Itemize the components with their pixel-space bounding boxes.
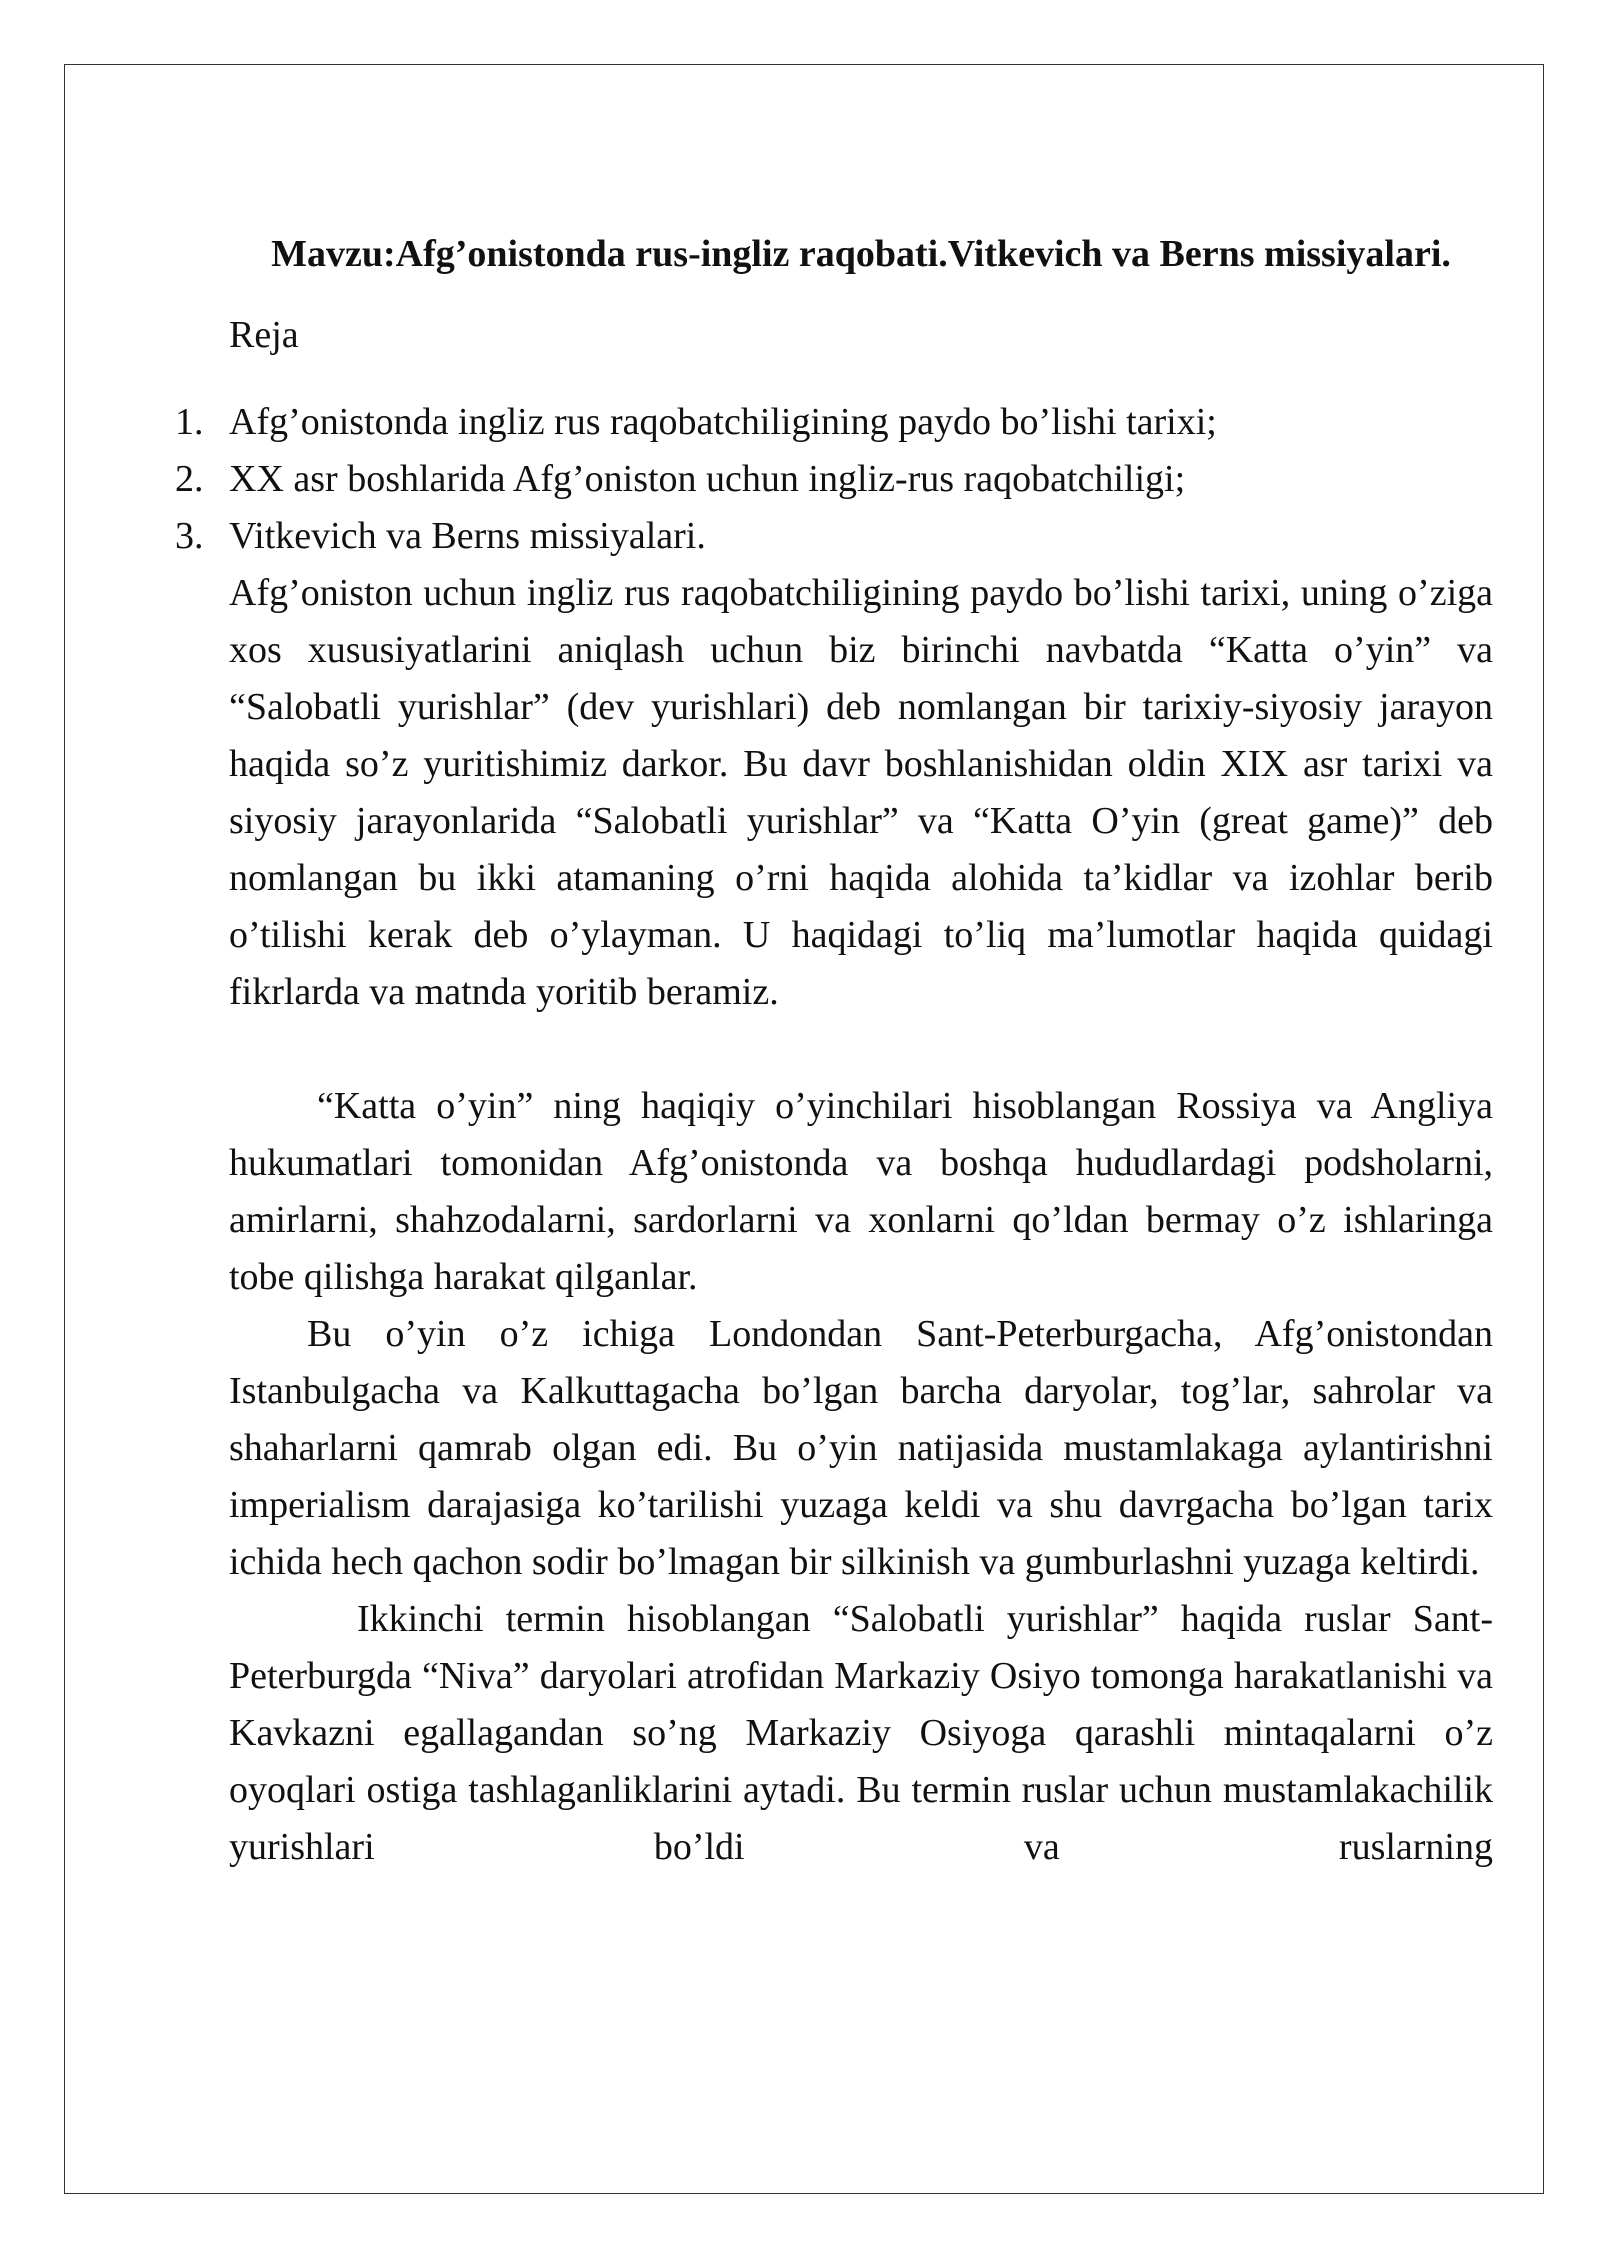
plan-item-number: 1. [175, 401, 204, 443]
paragraph-intro: Afg’oniston uchun ingliz rus raqobatchiligining paydo bo’lishi tarixi, uning o’ziga xos xususiyatlarini aniqlash uchun biz birinchi navbatda “Katta o’yin” va “Salobatli yurishlar” (dev yurishlari) deb nomlangan bir tarixiy-siyosiy jarayon haqida so’z yuritishimiz darkor. Bu davr boshlanishidan oldin XIX asr tarixi va siyosiy jarayonlarida “Salobatli yurishlar” va “Katta O’yin (great game)” deb nomlangan bu ikki atamaning o’rni haqida alohida ta’kidlar va izohlar berib o’tilishi kerak deb o’ylayman. U haqidagi to’liq ma’lumotlar haqida quidagi fikrlarda va matnda yoritib beramiz. [229, 572, 1493, 1013]
plan-item [175, 508, 1493, 565]
plan-item [175, 394, 1493, 451]
plan-heading: Reja [229, 314, 299, 356]
document-body [175, 226, 1493, 1876]
paragraph-game-scope: Bu o’yin o’z ichiga Londondan Sant-Peterburgacha, Afg’onistondan Istanbulgacha va Kalkuttagacha bo’lgan barcha daryolar, tog’lar, sahrolar va shaharlarni qamrab olgan edi. Bu o’yin natijasida mustamlakaga aylantirishni imperialism darajasiga ko’tarilishi yuzaga keldi va shu davrgacha bo’lgan tarix ichida hech qachon sodir bo’lmagan bir silkinish va gumburlashni yuzaga keltirdi. [229, 1313, 1493, 1583]
plan-item-number: 3. [175, 515, 204, 557]
plan-item-text: XX asr boshlarida Afg’oniston uchun ingliz-rus raqobatchiligi; [229, 458, 1186, 500]
plan-item [175, 451, 1493, 508]
paragraph-katta-oyin: “Katta o’yin” ning haqiqiy o’yinchilari hisoblangan Rossiya va Angliya hukumatlari tomonidan Afg’onistonda va boshqa hududlardagi podsholarni, amirlarni, shahzodalarni, sardorlarni va xonlarni qo’ldan bermay o’z ishlaringa tobe qilishga harakat qilganlar. [229, 1085, 1493, 1298]
plan-item-text: Afg’onistonda ingliz rus raqobatchiligining paydo bo’lishi tarixi; [229, 401, 1217, 443]
document-title: Mavzu:Afg’onistonda rus-ingliz raqobati.Vitkevich va Berns missiyalari. [271, 233, 1451, 275]
plan-item-text: Vitkevich va Berns missiyalari. [229, 515, 706, 557]
paragraph-salobatli-yurishlar: Ikkinchi termin hisoblangan “Salobatli yurishlar” haqida ruslar Sant-Peterburgda “Niva” daryolari atrofidan Markaziy Osiyo tomonga harakatlanishi va Kavkazni egallagandan so’ng Markaziy Osiyoga qarashli mintaqalarni o’z oyoqlari ostiga tashlaganliklarini aytadi. Bu termin ruslar uchun mustamlakachilik yurishlari bo’ldi va ruslarning [229, 1598, 1493, 1868]
plan-list [175, 394, 1493, 565]
plan-item-number: 2. [175, 458, 204, 500]
